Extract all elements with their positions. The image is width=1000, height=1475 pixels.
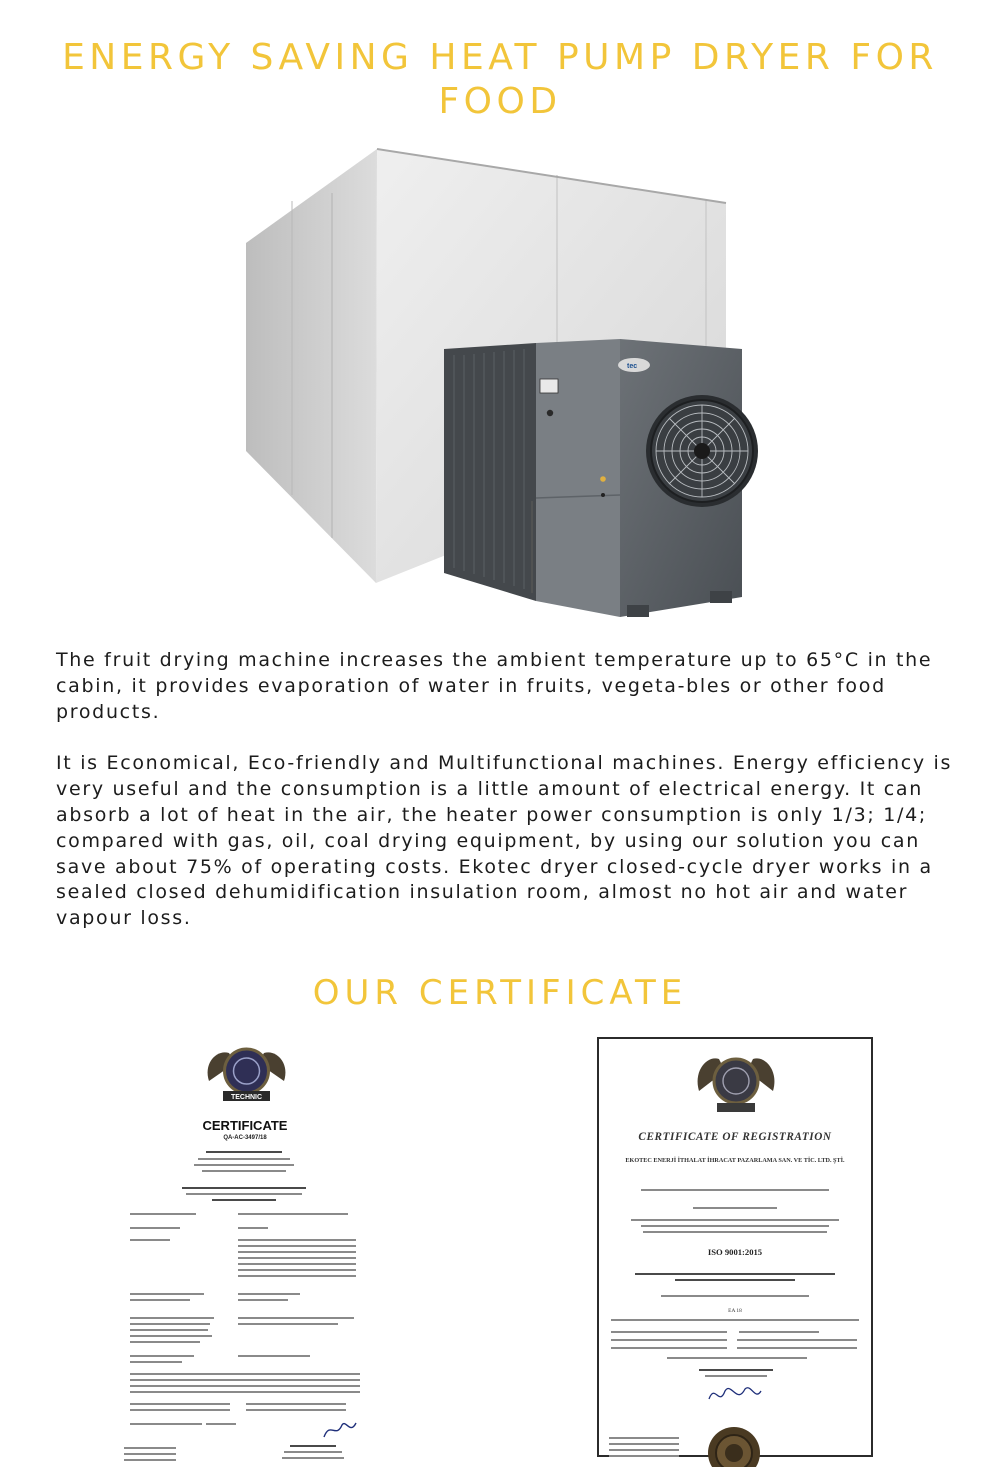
iso-certificate-document	[587, 1027, 883, 1467]
description-paragraph: The fruit drying machine increases the ambient temperature up to 65°C in the cabin, it provides evaporation of water in fruits, vegeta-bles or other food products.	[56, 649, 933, 723]
certificates-heading: OUR CERTIFICATE	[312, 973, 688, 1013]
signature-icon	[705, 1381, 765, 1409]
fan-icon	[646, 395, 758, 507]
certificate-heading: CERTIFICATE	[202, 1118, 288, 1133]
certificate-company: EKOTEC ENERJİ İTHALAT İHRACAT PAZARLAMA SAN. VE TİC. LTD. ŞTİ.	[625, 1157, 845, 1164]
product-description	[56, 648, 956, 932]
description-paragraph: It is Economical, Eco-friendly and Multifunctional machines. Energy efficiency is very useful and the consumption is a little amount of electrical energy. It can absorb a lot of heat in the air, the heater power consumption is only 1/3; 1/4; compared with gas, oil, coal drying equipment, by using our solution you can save about 75% of operating costs. Ekotec dryer closed-cycle dryer works in a sealed closed dehumidification insulation room, almost no hot air and water vapour loss.	[56, 752, 953, 930]
qa-technic-emblem-icon	[199, 1041, 294, 1111]
dryer-product-image	[232, 143, 772, 623]
heat-pump-unit	[444, 339, 758, 617]
certificate-number: QA-AC-3497/18	[223, 1135, 267, 1141]
svg-text:TECHNIC: TECHNIC	[230, 1094, 263, 1101]
page-title: ENERGY SAVING HEAT PUMP DRYER FOR FOOD	[62, 37, 938, 122]
unit-logo: tec	[627, 363, 638, 370]
qa-registration-emblem-icon	[691, 1045, 781, 1121]
ce-certificate-document	[94, 1027, 396, 1467]
seal-icon	[697, 1419, 771, 1467]
signature-icon	[320, 1417, 360, 1443]
certificate-code: EA 18	[728, 1308, 742, 1314]
certificate-standard: ISO 9001:2015	[707, 1247, 763, 1257]
certificate-heading: CERTIFICATE OF REGISTRATION	[638, 1131, 832, 1143]
